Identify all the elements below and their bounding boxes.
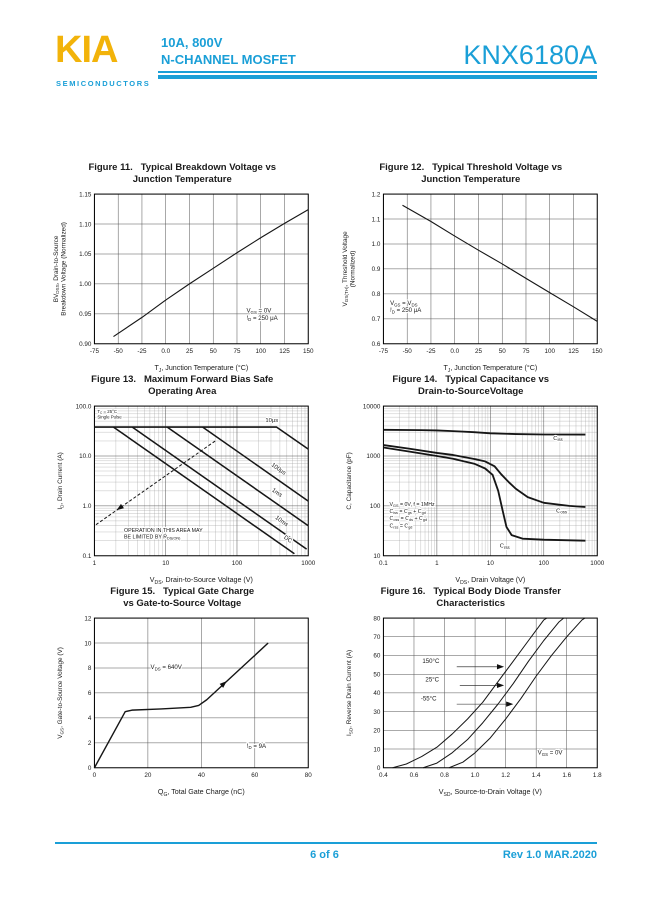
svg-text:0.0: 0.0 xyxy=(450,347,459,355)
svg-text:VGS = VDS: $V_{GS} = V_{DS}$ xyxy=(389,299,418,308)
figure-13-caption-line2: Operating Area xyxy=(148,386,217,398)
svg-text:40: 40 xyxy=(373,689,381,697)
svg-text:0.90: 0.90 xyxy=(79,340,92,348)
svg-text:-75: -75 xyxy=(90,347,100,355)
figure-12-caption-line1: Figure 12. Typical Threshold Voltage vs xyxy=(379,162,563,173)
figure-11-caption-line1: Figure 11. Typical Breakdown Voltage vs xyxy=(88,162,277,173)
figure-12-chart xyxy=(338,189,604,374)
svg-text:100: 100 xyxy=(369,502,381,510)
svg-text:VGS = 0V, f = 1MHz: $V_{GS} = 0V$, f = 1MHz xyxy=(389,501,435,508)
svg-text:1.4: 1.4 xyxy=(531,771,541,779)
kia-logo: KIA xyxy=(55,29,118,71)
svg-text:0: 0 xyxy=(92,771,97,779)
svg-text:DC: DC xyxy=(282,534,294,545)
svg-text:-75: -75 xyxy=(378,347,388,355)
svg-text:TJ, Junction Temperature (°C): $T_J$, Junction Temperature (°C) xyxy=(443,363,537,374)
figure-12-caption xyxy=(379,162,562,187)
svg-text:BE LIMITED BY RDS(ON): BE LIMITED BY $R_{DS(ON)}$ xyxy=(124,534,181,541)
svg-text:60: 60 xyxy=(251,771,259,779)
svg-text:20: 20 xyxy=(373,727,381,735)
svg-text:100μs: 100μs xyxy=(270,462,287,477)
svg-text:Coss: $C_{oss}$ xyxy=(555,508,567,515)
figure-15-caption-line1: Figure 15. Typical Gate Charge xyxy=(110,586,255,597)
figure-15 xyxy=(40,586,325,798)
svg-text:1: 1 xyxy=(434,559,439,567)
figure-16-caption xyxy=(381,586,561,611)
svg-text:ID, Drain Current (A): $I_D$, Drain Current (A) xyxy=(57,451,65,510)
svg-text:75: 75 xyxy=(233,347,241,355)
svg-text:0: 0 xyxy=(376,764,381,772)
svg-text:25: 25 xyxy=(186,347,194,355)
svg-text:0.1: 0.1 xyxy=(378,559,388,567)
svg-text:100: 100 xyxy=(255,347,267,355)
svg-text:VGS(TH), Threshold Voltage: $V_{GS(TH)}$, Threshold Voltage xyxy=(341,231,349,307)
svg-text:40: 40 xyxy=(198,771,206,779)
svg-text:TJ, Junction Temperature (°C): $T_J$, Junction Temperature (°C) xyxy=(154,363,249,374)
figure-12-caption-line2: Junction Temperature xyxy=(421,174,521,186)
svg-text:1: 1 xyxy=(92,559,97,567)
svg-text:1.0: 1.0 xyxy=(371,240,381,248)
svg-text:QG, Total Gate Charge (nC): $Q_G$, Total Gate Charge (nC) xyxy=(158,787,246,798)
svg-text:1000: 1000 xyxy=(366,452,381,460)
svg-text:30: 30 xyxy=(373,708,381,716)
svg-text:VSD, Source-to-Drain Voltage (: $V_{SD}$, Source-to-Drain Voltage (V) xyxy=(438,787,542,798)
svg-text:125: 125 xyxy=(567,347,579,355)
svg-text:Crss = Cgd: $C_{rss} = C_{gd}$ xyxy=(389,522,413,530)
svg-text:100: 100 xyxy=(231,559,243,567)
svg-text:-55°C: -55°C xyxy=(420,695,437,703)
figure-13-caption-line1: Figure 13. Maximum Forward Bias Safe xyxy=(91,374,274,385)
svg-text:80: 80 xyxy=(304,771,313,779)
svg-text:Breakdown Voltage (Normalized): Breakdown Voltage (Normalized) xyxy=(60,221,68,316)
figure-12 xyxy=(329,162,614,374)
svg-text:VGS = 0V: $V_{GS} = 0V$ xyxy=(537,749,563,757)
svg-text:12: 12 xyxy=(84,615,92,623)
device-type: N-CHANNEL MOSFET xyxy=(161,52,296,67)
svg-text:20: 20 xyxy=(144,771,152,779)
revision-label: Rev 1.0 MAR.2020 xyxy=(502,849,597,861)
svg-text:100.0: 100.0 xyxy=(75,403,92,411)
svg-text:VGS, Gate-to-Source Voltage (V: $V_{GS}$, Gate-to-Source Voltage (V) xyxy=(57,646,65,739)
svg-text:1.05: 1.05 xyxy=(79,250,92,258)
svg-text:TC = 25°C: $T_C = 25^\circ C$ xyxy=(97,408,118,415)
svg-text:0.1: 0.1 xyxy=(82,552,92,560)
figure-14-caption xyxy=(392,374,549,399)
svg-text:0.6: 0.6 xyxy=(371,340,381,348)
svg-text:10: 10 xyxy=(84,639,92,647)
svg-text:VDS = 640V: $V_{DS} = 640V$ xyxy=(150,663,183,672)
svg-text:1.00: 1.00 xyxy=(79,280,92,288)
figure-14-caption-line1: Figure 14. Typical Capacitance vs xyxy=(392,374,550,385)
svg-text:0.8: 0.8 xyxy=(371,290,381,298)
svg-text:OPERATION IN THIS AREA MAY: OPERATION IN THIS AREA MAY xyxy=(124,527,203,534)
svg-text:1.2: 1.2 xyxy=(371,191,381,199)
svg-text:6: 6 xyxy=(88,689,92,697)
svg-text:VDS, Drain-to-Source Voltage (: $V_{DS}$, Drain-to-Source Voltage (V) xyxy=(150,575,254,586)
svg-text:0.4: 0.4 xyxy=(378,771,388,779)
svg-text:60: 60 xyxy=(373,652,381,660)
svg-text:Single Pulse: Single Pulse xyxy=(97,413,122,419)
svg-text:50: 50 xyxy=(373,671,381,679)
svg-text:1000: 1000 xyxy=(301,559,316,567)
svg-text:10μs: 10μs xyxy=(265,417,279,424)
svg-text:10.0: 10.0 xyxy=(79,452,92,460)
figure-15-caption xyxy=(110,586,254,611)
svg-text:2: 2 xyxy=(88,739,92,747)
figure-15-caption-line2: vs Gate-to-Source Voltage xyxy=(123,598,242,610)
svg-text:1.8: 1.8 xyxy=(592,771,602,779)
svg-text:Ciss: $C_{iss}$ xyxy=(552,435,563,442)
figure-13 xyxy=(40,374,325,586)
svg-text:ID = 250 μA: $I_D = 250$ μA xyxy=(246,314,278,322)
figure-14 xyxy=(329,374,614,586)
figure-14-caption-line2: Drain-to-SourceVoltage xyxy=(418,386,524,398)
svg-text:ISD, Reverse Drain Current (A): $I_{SD}$, Reverse Drain Current (A) xyxy=(345,649,354,736)
svg-text:150: 150 xyxy=(591,347,603,355)
svg-text:1.6: 1.6 xyxy=(562,771,571,779)
svg-text:1.2: 1.2 xyxy=(500,771,510,779)
svg-text:1000: 1000 xyxy=(589,559,604,567)
svg-text:150°C: 150°C xyxy=(422,657,440,665)
svg-text:1.10: 1.10 xyxy=(79,220,92,228)
svg-text:8: 8 xyxy=(88,664,92,672)
svg-text:1ms: 1ms xyxy=(270,487,284,499)
svg-text:VDS, Drain Voltage (V): $V_{DS}$, Drain Voltage (V) xyxy=(455,575,526,586)
svg-text:150: 150 xyxy=(303,347,314,355)
svg-text:ID = 9A: $I_D = 9A$ xyxy=(247,742,267,750)
figure-16-caption-line2: Characteristics xyxy=(436,598,506,610)
page-number: 6 of 6 xyxy=(310,849,339,861)
svg-text:1.0: 1.0 xyxy=(470,771,480,779)
svg-text:25°C: 25°C xyxy=(425,676,439,684)
svg-text:-50: -50 xyxy=(402,347,412,355)
figures-grid xyxy=(40,162,613,798)
svg-text:70: 70 xyxy=(373,633,381,641)
svg-text:-25: -25 xyxy=(137,347,147,355)
header-rule-thin xyxy=(158,71,597,73)
svg-text:1.0: 1.0 xyxy=(82,502,92,510)
svg-text:VGS = 0V: $V_{GS} = 0V$ xyxy=(246,307,272,315)
svg-text:-50: -50 xyxy=(113,347,123,355)
svg-text:Coss = Cds + Cgd: $C_{oss} = C_{ds} + C_{gd}$ xyxy=(389,515,427,522)
svg-text:C, Capacitance (pF): C, Capacitance (pF) xyxy=(345,451,353,510)
svg-text:1.1: 1.1 xyxy=(371,215,381,223)
svg-text:0.0: 0.0 xyxy=(161,347,171,355)
svg-text:0.95: 0.95 xyxy=(79,310,92,318)
svg-text:100: 100 xyxy=(544,347,555,355)
svg-text:10000: 10000 xyxy=(362,403,381,411)
figure-13-chart xyxy=(49,401,315,586)
figure-15-chart xyxy=(49,613,315,798)
svg-text:Crss: $C_{rss}$ xyxy=(499,543,510,550)
svg-text:10: 10 xyxy=(486,559,494,567)
svg-text:ID = 250 μA: $I_D = 250$ μA xyxy=(389,306,422,315)
header-rule-thick xyxy=(158,75,597,79)
svg-text:Ciss = Cgs + Cgd: $C_{iss} = C_{gs} + C_{gd}$ xyxy=(389,508,426,515)
svg-text:80: 80 xyxy=(373,615,381,623)
svg-text:75: 75 xyxy=(522,347,530,355)
footer-rule xyxy=(55,842,597,844)
kia-logo-subtitle: SEMICONDUCTORS xyxy=(56,79,151,88)
figure-16-caption-line1: Figure 16. Typical Body Diode Transfer xyxy=(380,586,561,597)
part-number: KNX6180A xyxy=(463,40,597,70)
svg-text:50: 50 xyxy=(209,347,217,355)
figure-14-chart xyxy=(338,401,604,586)
svg-text:0: 0 xyxy=(88,764,92,772)
figure-11-caption xyxy=(88,162,276,187)
svg-text:0.7: 0.7 xyxy=(371,315,381,323)
device-rating: 10A, 800V xyxy=(161,35,223,50)
figure-11 xyxy=(40,162,325,374)
svg-text:4: 4 xyxy=(88,714,92,722)
svg-text:0.6: 0.6 xyxy=(409,771,419,779)
svg-text:10: 10 xyxy=(373,552,381,560)
figure-13-caption xyxy=(91,374,273,399)
svg-text:0.8: 0.8 xyxy=(439,771,449,779)
svg-text:10ms: 10ms xyxy=(273,514,290,529)
svg-text:-25: -25 xyxy=(426,347,436,355)
svg-text:50: 50 xyxy=(498,347,506,355)
svg-text:10: 10 xyxy=(373,745,381,753)
svg-text:BVDSS, Drain-to-Source: $BV_{DSS}$, Drain-to-Source xyxy=(53,235,61,302)
svg-text:25: 25 xyxy=(474,347,482,355)
svg-text:100: 100 xyxy=(538,559,549,567)
figure-16 xyxy=(329,586,614,798)
svg-text:(Normalized): (Normalized) xyxy=(349,250,357,287)
figure-11-caption-line2: Junction Temperature xyxy=(132,174,232,186)
figure-11-chart xyxy=(49,189,315,374)
svg-text:10: 10 xyxy=(162,559,170,567)
svg-text:0.9: 0.9 xyxy=(371,265,381,273)
figure-16-chart xyxy=(338,613,604,798)
svg-text:125: 125 xyxy=(279,347,291,355)
svg-text:1.15: 1.15 xyxy=(79,191,92,199)
